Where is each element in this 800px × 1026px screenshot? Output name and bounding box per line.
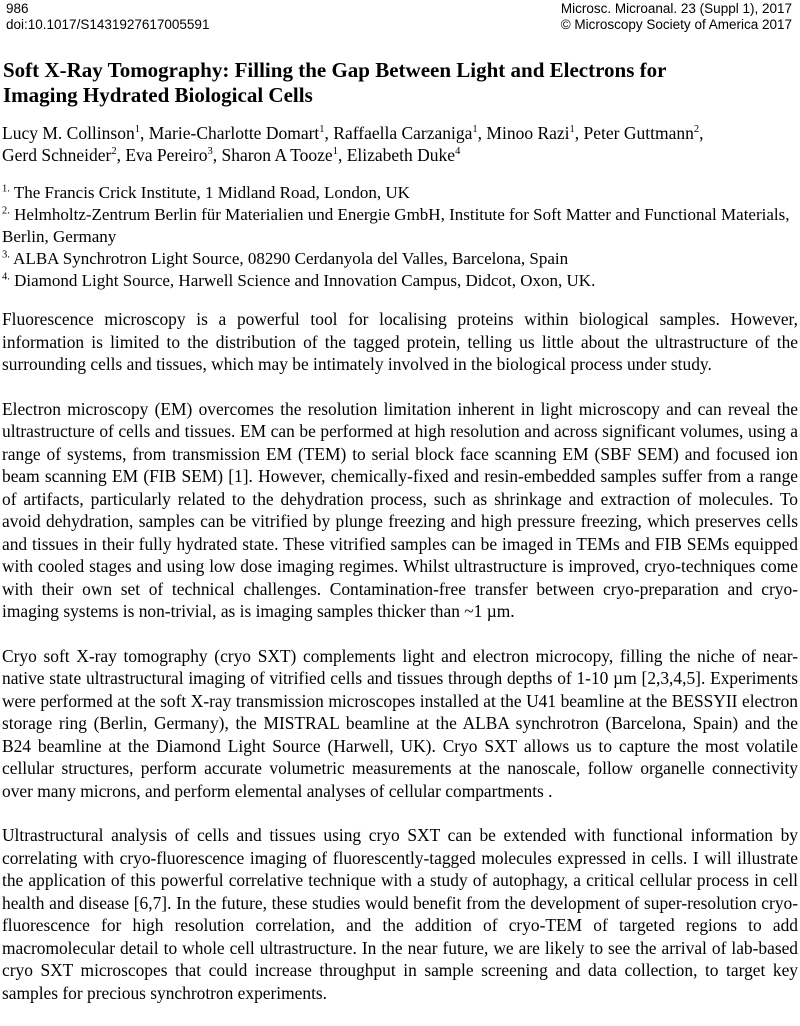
- page-number: 986: [6, 1, 29, 16]
- author-name: Peter Guttmann: [583, 123, 694, 143]
- author-separator: ,: [139, 123, 149, 143]
- author-name: Minoo Razi: [486, 123, 570, 143]
- doi: doi:10.1017/S1431927617005591: [6, 17, 210, 32]
- author-name: Elizabeth Duke: [346, 145, 456, 165]
- author-separator: ,: [116, 145, 126, 165]
- affiliation-number: 3.: [2, 249, 10, 261]
- author-affiliation-marker: 2: [111, 146, 117, 158]
- author-separator: ,: [324, 123, 334, 143]
- affiliation-number: 2.: [2, 205, 10, 217]
- author-separator: ,: [699, 123, 704, 143]
- author-affiliation-marker: 1: [319, 124, 325, 136]
- author-affiliation-marker: 1: [472, 124, 478, 136]
- author-separator: ,: [574, 123, 584, 143]
- author-affiliation-marker: 4: [455, 146, 461, 158]
- author-affiliation-marker: 3: [207, 146, 213, 158]
- author-list: [2, 122, 800, 166]
- author-affiliation-marker: 1: [569, 124, 575, 136]
- abstract-page: [0, 58, 800, 1026]
- affiliation-number: 4.: [2, 271, 10, 283]
- paper-title: [3, 58, 800, 108]
- author-separator: ,: [212, 145, 222, 165]
- journal-citation: Microsc. Microanal. 23 (Suppl 1), 2017: [560, 1, 792, 16]
- title-line-1: Soft X-Ray Tomography: Filling the Gap Between Light and Electrons for: [3, 58, 667, 82]
- author-separator: ,: [477, 123, 487, 143]
- body-paragraph: Cryo soft X-ray tomography (cryo SXT) complements light and electron microcopy, filling the niche of near-native state ultrastructural imaging of vitrified cells and tissues through depths of 1-10 µm [2,3,4,5]. Experiments were performed at the soft X-ray transmission microscopes installed at the U41 beamline at the BESSYII electron storage ring (Berlin, Germany), the MISTRAL beamline at the ALBA synchrotron (Barcelona, Spain) and the B24 beamline at the Diamond Light Source (Harwell, UK). Cryo SXT allows us to capture the most volatile cellular structures, perform accurate volumetric measurements at the nanoscale, follow organelle connectivity over many microns, and perform elemental analyses of cellular compartments .: [2, 645, 798, 801]
- body-paragraph: Ultrastructural analysis of cells and tissues using cryo SXT can be extended with functional information by correlating with cryo-fluorescence imaging of fluorescently-tagged molecules expressed in cells. I will illustrate the application of this powerful correlative technique with a study of autophagy, a critical cellular process in cell health and disease [6,7]. In the future, these studies would benefit from the development of super-resolution cryo-fluorescence for high resolution correlation, and the addition of cryo-TEM of targeted regions to add macromolecular detail to whole cell ultrastructure. In the near future, we are likely to see the arrival of lab-based cryo SXT microscopes that could increase throughput in sample screening and data collection, to target key samples for precious synchrotron experiments.: [2, 825, 798, 1003]
- abstract-body: [0, 308, 800, 1004]
- author-affiliation-marker: 1: [332, 146, 338, 158]
- affiliation: [2, 248, 800, 270]
- affiliation: [2, 204, 800, 248]
- affiliation-number: 1.: [2, 183, 10, 195]
- author-affiliation-marker: 2: [693, 124, 700, 136]
- header-left: [6, 1, 209, 33]
- author-name: Gerd Schneider: [2, 145, 112, 165]
- author-name: Marie-Charlotte Domart: [148, 123, 320, 143]
- body-paragraph: Fluorescence microscopy is a powerful tool for localising proteins within biological samples. However, information is limited to the distribution of the tagged protein, telling us little about the ultrastructure of the surrounding cells and tissues, which may be intimately involved in the biological process under study.: [2, 309, 798, 374]
- affiliation: [2, 270, 800, 292]
- author-name: Sharon A Tooze: [221, 145, 333, 165]
- affiliation-text: Helmholtz-Zentrum Berlin für Materialien und Energie GmbH, Institute for Soft Matter and Functional Materials, Berlin, Germany: [2, 205, 790, 246]
- author-name: Eva Pereiro: [125, 145, 208, 165]
- body-paragraph: Electron microscopy (EM) overcomes the resolution limitation inherent in light microscopy and can reveal the ultrastructure of cells and tissues. EM can be performed at high resolution and across significant volumes, using a range of systems, from transmission EM (TEM) to serial block face scanning EM (SBF SEM) and focused ion beam scanning EM (FIB SEM) [1]. However, chemically-fixed and resin-embedded samples suffer from a range of artifacts, particularly related to the dehydration process, such as shrinkage and extraction of molecules. To avoid dehydration, samples can be vitrified by plunge freezing and high pressure freezing, which preserves cells and tissues in their fully hydrated state. These vitrified samples can be imaged in TEMs and FIB SEMs equipped with cooled stages and using low dose imaging regimes. Whilst ultrastructure is improved, cryo-techniques come with their own set of technical challenges. Contamination-free transfer between cryo-preparation and cryo-imaging systems is non-trivial, as is imaging samples thicker than ~1 µm.: [2, 398, 798, 621]
- affiliation: [2, 182, 800, 204]
- copyright-notice: © Microscopy Society of America 2017: [560, 17, 792, 32]
- author-name: Lucy M. Collinson: [2, 123, 135, 143]
- affiliation-text: Diamond Light Source, Harwell Science and Innovation Campus, Didcot, Oxon, UK.: [9, 271, 596, 290]
- title-line-2: Imaging Hydrated Biological Cells: [3, 83, 313, 107]
- running-header: [0, 0, 800, 34]
- affiliation-text: ALBA Synchrotron Light Source, 08290 Cerdanyola del Valles, Barcelona, Spain: [9, 249, 569, 268]
- author-affiliation-marker: 1: [134, 124, 140, 136]
- affiliation-list: [2, 182, 800, 292]
- affiliation-text: The Francis Crick Institute, 1 Midland Road, London, UK: [9, 183, 410, 202]
- author-separator: ,: [337, 145, 347, 165]
- author-name: Raffaella Carzaniga: [333, 123, 473, 143]
- header-right: [561, 1, 792, 33]
